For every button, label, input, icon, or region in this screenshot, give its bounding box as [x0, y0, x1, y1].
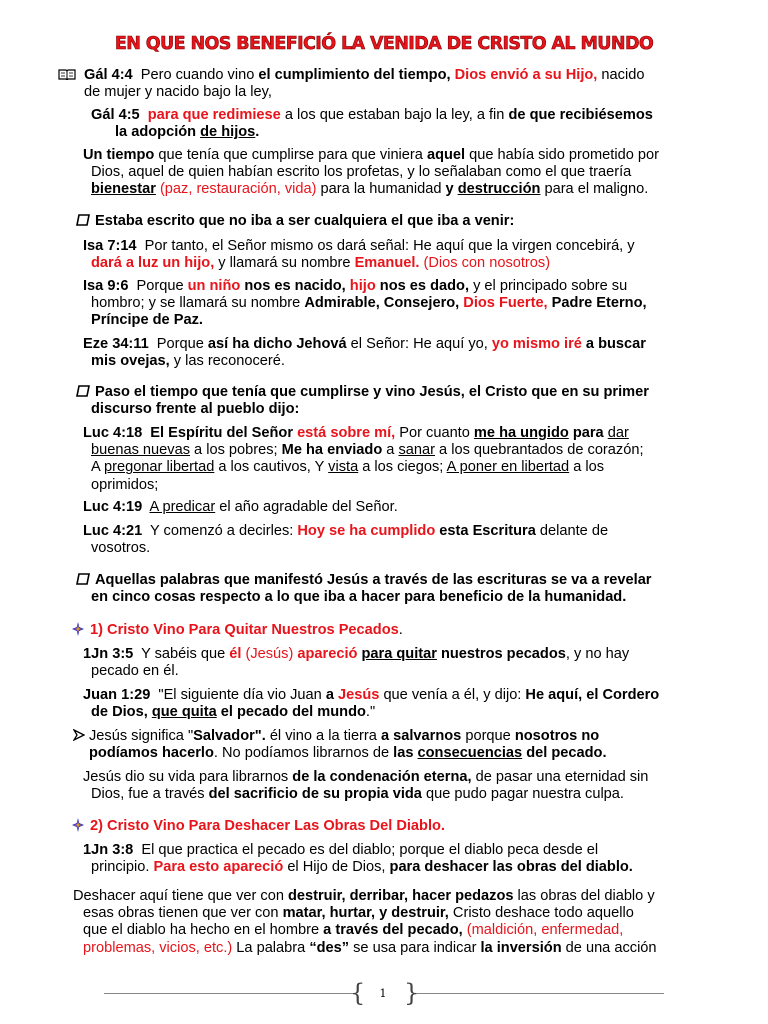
- verse-text: dará a luz un hijo,: [91, 255, 215, 272]
- para-text: de una acción: [561, 939, 657, 956]
- para-text: Dios, aquel de quien habían escrito los profetas, y lo señalaban como el que traería: [91, 164, 632, 181]
- para-text: la inversión: [480, 939, 562, 956]
- verse-text: él: [229, 646, 242, 662]
- para-text: Jesús dio su vida para librarnos: [83, 769, 293, 785]
- verse-text: Porque: [156, 336, 208, 352]
- verse-text: .: [255, 124, 260, 141]
- para-text: a salvarnos: [380, 728, 462, 744]
- para-text: Dios, fue a través: [91, 786, 209, 803]
- para-text: problemas, vicios, etc.): [83, 939, 233, 956]
- verse-text: (Jesús): [241, 646, 294, 662]
- para-text: que el diablo ha hecho en el hombre: [83, 922, 324, 939]
- para-text: aquel: [426, 147, 466, 163]
- verse-text: a los: [569, 459, 605, 476]
- verse-ref: Isa 7:14: [83, 238, 137, 254]
- verse-text: Hoy se ha cumplido: [297, 523, 436, 539]
- para-text: de la condenación eterna,: [292, 769, 472, 785]
- verse-text: principio.: [91, 859, 154, 876]
- heading-text: en cinco cosas respecto a lo que iba a hacer para beneficio de la humanidad.: [91, 589, 627, 606]
- verse-juan-1-29: [83, 687, 753, 721]
- verse-gal-4-5: [91, 107, 751, 141]
- verse-text: Admirable, Consejero,: [304, 295, 464, 312]
- verse-text: Dios Fuerte,: [463, 295, 548, 312]
- verse-text: me ha ungido: [473, 425, 569, 441]
- verse-text: Jesús: [338, 687, 380, 703]
- para-text: (paz, restauración, vida): [155, 181, 317, 198]
- verse-text: nos es nacido,: [240, 278, 350, 294]
- para-text: Salvador".: [193, 728, 266, 744]
- star-icon: [72, 818, 84, 832]
- verse-text: sanar: [398, 442, 435, 459]
- verse-text: dar: [607, 425, 629, 441]
- para-text: destruir, derribar, hacer pedazos: [288, 888, 514, 904]
- heading-text: Aquellas palabras que manifestó Jesús a través de las escrituras se va a revelar: [95, 572, 652, 588]
- para-text: Deshacer aquí tiene que ver con: [73, 888, 288, 904]
- verse-text: de que recibiésemos: [508, 107, 653, 123]
- verse-text: delante de: [535, 523, 609, 539]
- verse-text: A poner en libertad: [446, 459, 570, 476]
- para-text: las: [393, 745, 418, 762]
- checkbox-icon: [76, 214, 90, 226]
- verse-ref: Gál 4:5: [91, 107, 140, 123]
- heading-aquellas-palabras: [76, 572, 760, 606]
- verse-text: Y sabéis que: [141, 646, 230, 662]
- verse-text: (Dios con nosotros): [419, 255, 551, 272]
- verse-text: oprimidos;: [91, 476, 159, 493]
- verse-gal-4-4: [58, 67, 748, 101]
- verse-text: un niño: [187, 278, 241, 294]
- verse-text: Por cuanto: [395, 425, 474, 441]
- verse-ref: Luc 4:21: [83, 523, 143, 539]
- verse-text: a los quebrantados de corazón;: [434, 442, 644, 459]
- verse-text: A predicar: [149, 499, 216, 515]
- verse-text: que venía a él, y dijo:: [379, 687, 526, 703]
- verse-text: el año agradable del Señor.: [215, 499, 398, 515]
- verse-text: para que redimiese: [147, 107, 281, 123]
- verse-ref: 1Jn 3:5: [83, 646, 134, 662]
- para-text: porque: [461, 728, 515, 744]
- verse-text: de mujer y nacido bajo la ley,: [84, 84, 272, 101]
- verse-text: para deshacer las obras del diablo.: [389, 859, 633, 876]
- verse-text: vosotros.: [91, 540, 151, 557]
- verse-text: pecado en él.: [91, 663, 179, 680]
- paragraph-salvador: [73, 728, 753, 762]
- verse-luc-4-18: [83, 425, 753, 494]
- verse-ref: Isa 9:6: [83, 278, 129, 294]
- para-text: las obras del diablo y: [513, 888, 655, 904]
- verse-text: nos es dado,: [375, 278, 470, 294]
- verse-text: a los ciegos;: [358, 459, 447, 476]
- para-text: que pudo pagar nuestra culpa.: [421, 786, 624, 803]
- section-heading-1: [72, 622, 752, 639]
- verse-ref: Luc 4:18: [83, 425, 143, 441]
- verse-text: Emanuel.: [354, 255, 420, 272]
- book-icon: [58, 68, 76, 80]
- verse-text: Príncipe de Paz.: [91, 312, 203, 329]
- para-text: se usa para indicar: [349, 939, 481, 956]
- star-icon: [72, 622, 84, 636]
- verse-luc-4-19: [83, 499, 753, 516]
- para-text: . No podíamos librarnos de: [213, 745, 394, 762]
- heading-text: .: [398, 622, 403, 638]
- para-text: bienestar: [91, 181, 156, 198]
- verse-isa-7-14: [83, 238, 753, 272]
- verse-ref: Juan 1:29: [83, 687, 151, 703]
- checkbox-icon: [76, 573, 90, 585]
- verse-text: para quitar: [361, 646, 437, 662]
- verse-text: la adopción: [115, 124, 201, 141]
- verse-ref: Eze 34:11: [83, 336, 149, 352]
- para-text: esas obras tienen que ver con: [83, 905, 283, 922]
- para-text: a través del pecado,: [323, 922, 463, 939]
- verse-text: Para esto apareció: [153, 859, 284, 876]
- verse-text: el Señor: He aquí yo,: [346, 336, 492, 352]
- verse-1jn-3-5: [83, 646, 753, 680]
- verse-text: a: [382, 442, 399, 459]
- verse-text: hombro; y se llamará su nombre: [91, 295, 305, 312]
- verse-text: está sobre mí,: [297, 425, 396, 441]
- verse-text: buenas nuevas: [91, 442, 190, 459]
- verse-text: El que practica el pecado es del diablo; porque el diablo peca desde el: [141, 842, 599, 858]
- verse-text: Me ha enviado: [281, 442, 383, 459]
- para-text: y: [445, 181, 454, 198]
- para-text: él vino a la tierra: [265, 728, 381, 744]
- verse-text: a: [325, 687, 338, 703]
- verse-text: "El siguiente día vio Juan: [158, 687, 326, 703]
- verse-text: el Hijo de Dios,: [283, 859, 390, 876]
- para-text: del pecado.: [522, 745, 607, 762]
- verse-text: He aquí, el Cordero: [525, 687, 660, 703]
- verse-text: de hijos: [200, 124, 256, 141]
- verse-ref: Gál 4:4: [84, 67, 133, 83]
- para-text: del sacrificio de su propia vida: [208, 786, 422, 803]
- verse-text: vista: [328, 459, 359, 476]
- verse-text: mis ovejas,: [91, 353, 170, 370]
- verse-ref: 1Jn 3:8: [83, 842, 134, 858]
- paragraph-deshacer: [73, 888, 757, 957]
- page-number: 1: [379, 987, 387, 1000]
- verse-text: esta Escritura: [435, 523, 536, 539]
- verse-text: nacido: [597, 67, 645, 83]
- verse-text: a los que estaban bajo la ley, a fin: [280, 107, 509, 123]
- verse-text: a los pobres;: [190, 442, 282, 459]
- heading-paso-el-tiempo: [76, 384, 756, 418]
- footer-rule-right: [414, 993, 664, 994]
- verse-text: .": [365, 704, 376, 721]
- verse-text: pregonar libertad: [103, 459, 215, 476]
- verse-text: a buscar: [581, 336, 646, 352]
- verse-text: apareció: [293, 646, 358, 662]
- verse-text: hijo: [349, 278, 376, 294]
- verse-text: a los cautivos, Y: [214, 459, 329, 476]
- verse-text: que quita: [151, 704, 217, 721]
- para-text: La palabra: [232, 939, 310, 956]
- para-text: nosotros no: [514, 728, 600, 744]
- para-text: que tenía que cumplirse para que viniera: [154, 147, 427, 163]
- verse-text: de Dios,: [91, 704, 152, 721]
- arrow-icon: [73, 729, 85, 741]
- para-text: destrucción: [457, 181, 541, 198]
- para-text: (maldición, enfermedad,: [462, 922, 624, 939]
- verse-eze-34-11: [83, 336, 753, 370]
- heading-text: discurso frente al pueblo dijo:: [91, 401, 300, 418]
- verse-text: el pecado del mundo: [216, 704, 366, 721]
- verse-text: Por tanto, el Señor mismo os dará señal: He aquí que la virgen concebirá, y: [144, 238, 635, 254]
- page-title: EN QUE NOS BENEFICIÓ LA VENIDA DE CRISTO AL MUNDO: [114, 34, 654, 54]
- heading-estaba-escrito: [76, 213, 756, 230]
- section-heading-2: [72, 818, 752, 835]
- para-text: podíamos hacerlo: [89, 745, 214, 762]
- verse-text: Padre Eterno,: [547, 295, 647, 312]
- para-text: Un tiempo: [83, 147, 155, 163]
- footer-brace-left: {: [350, 979, 366, 1007]
- verse-isa-9-6: [83, 278, 753, 330]
- verse-text: A: [91, 459, 104, 476]
- para-text: Cristo deshace todo aquello: [448, 905, 634, 922]
- verse-text: Pero cuando vino: [140, 67, 259, 83]
- heading-text: Paso el tiempo que tenía que cumplirse y vino Jesús, el Cristo que en su primer: [95, 384, 649, 400]
- verse-text: y llamará su nombre: [214, 255, 355, 272]
- para-text: matar, hurtar, y destruir,: [282, 905, 449, 922]
- para-text: que había sido prometido por: [465, 147, 659, 163]
- verse-text: nuestros pecados: [436, 646, 566, 662]
- verse-1jn-3-8: [83, 842, 753, 876]
- verse-luc-4-21: [83, 523, 753, 557]
- verse-text: y las reconoceré.: [169, 353, 285, 370]
- para-text: de pasar una eternidad sin: [471, 769, 649, 785]
- verse-text: Y comenzó a decirles:: [150, 523, 298, 539]
- verse-text: Dios envió a su Hijo,: [454, 67, 598, 83]
- heading-text: Estaba escrito que no iba a ser cualquiera el que iba a venir:: [95, 213, 515, 229]
- para-text: “des”: [309, 939, 350, 956]
- verse-text: para: [568, 425, 608, 441]
- heading-text: 2) Cristo Vino Para Deshacer Las Obras Del Diablo.: [90, 818, 445, 834]
- paragraph-un-tiempo: [83, 147, 753, 199]
- para-text: consecuencias: [417, 745, 523, 762]
- verse-ref: Luc 4:19: [83, 499, 143, 515]
- para-text: para el maligno.: [540, 181, 649, 198]
- verse-text: yo mismo iré: [491, 336, 582, 352]
- footer-rule-left: [104, 993, 354, 994]
- verse-text: el cumplimiento del tiempo,: [258, 67, 451, 83]
- footer-brace-right: }: [404, 979, 420, 1007]
- checkbox-icon: [76, 385, 90, 397]
- verse-text: Porque: [136, 278, 188, 294]
- verse-text: así ha dicho Jehová: [207, 336, 347, 352]
- para-text: para la humanidad: [316, 181, 446, 198]
- para-text: Jesús significa ": [89, 728, 194, 744]
- verse-text: El Espíritu del Señor: [150, 425, 298, 441]
- paragraph-jesus-dio-su-vida: [83, 769, 753, 803]
- verse-text: y el principado sobre su: [469, 278, 628, 294]
- heading-text: 1) Cristo Vino Para Quitar Nuestros Pecados: [90, 622, 399, 638]
- verse-text: , y no hay: [565, 646, 630, 662]
